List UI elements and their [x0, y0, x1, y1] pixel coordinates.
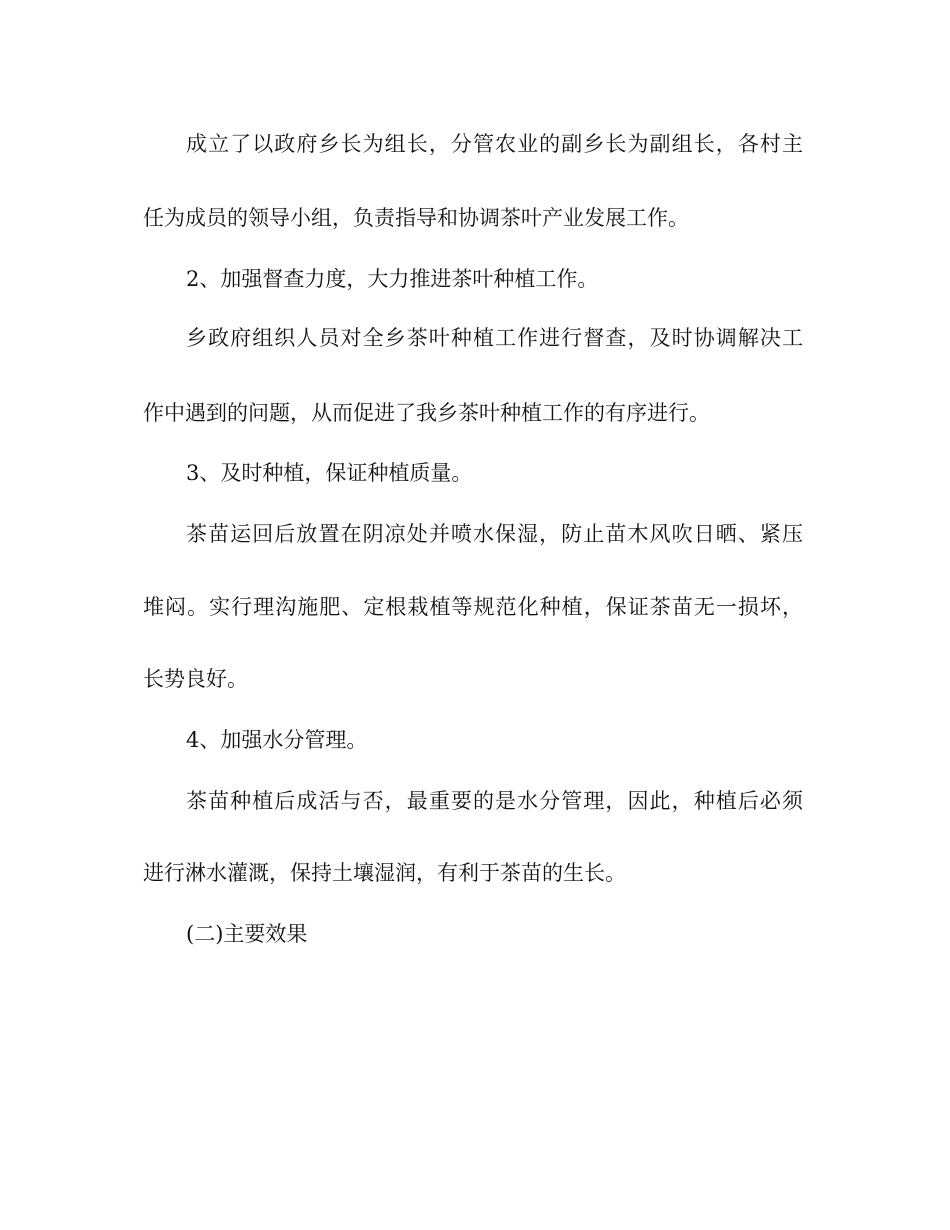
section-heading: 3、及时种植，保证种植质量。 [186, 461, 473, 485]
paragraph-line: 茶苗种植后成活与否，最重要的是水分管理，因此，种植后必须 [186, 789, 803, 813]
paragraph-line: 乡政府组织人员对全乡茶叶种植工作进行督查，及时协调解决工 [186, 326, 803, 350]
paragraph-line: 作中遇到的问题，从而促进了我乡茶叶种植工作的有序进行。 [143, 401, 710, 425]
section-heading: (二)主要效果 [186, 922, 308, 946]
paragraph-line: 成立了以政府乡长为组长，分管农业的副乡长为副组长，各村主 [186, 132, 803, 156]
paragraph-line: 堆闷。实行理沟施肥、定根栽植等规范化种植，保证茶苗无一损坏， [143, 595, 803, 619]
paragraph-line: 任为成员的领导小组，负责指导和协调茶叶产业发展工作。 [143, 206, 689, 230]
paragraph-line: 进行淋水灌溉，保持土壤湿润，有利于茶苗的生长。 [143, 861, 626, 885]
paragraph-line: 茶苗运回后放置在阴凉处并喷水保湿，防止苗木风吹日晒、紧压 [186, 522, 803, 546]
paragraph-line: 长势良好。 [143, 667, 248, 691]
section-heading: 2、加强督查力度，大力推进茶叶种植工作。 [186, 267, 599, 291]
section-heading: 4、加强水分管理。 [186, 728, 368, 752]
